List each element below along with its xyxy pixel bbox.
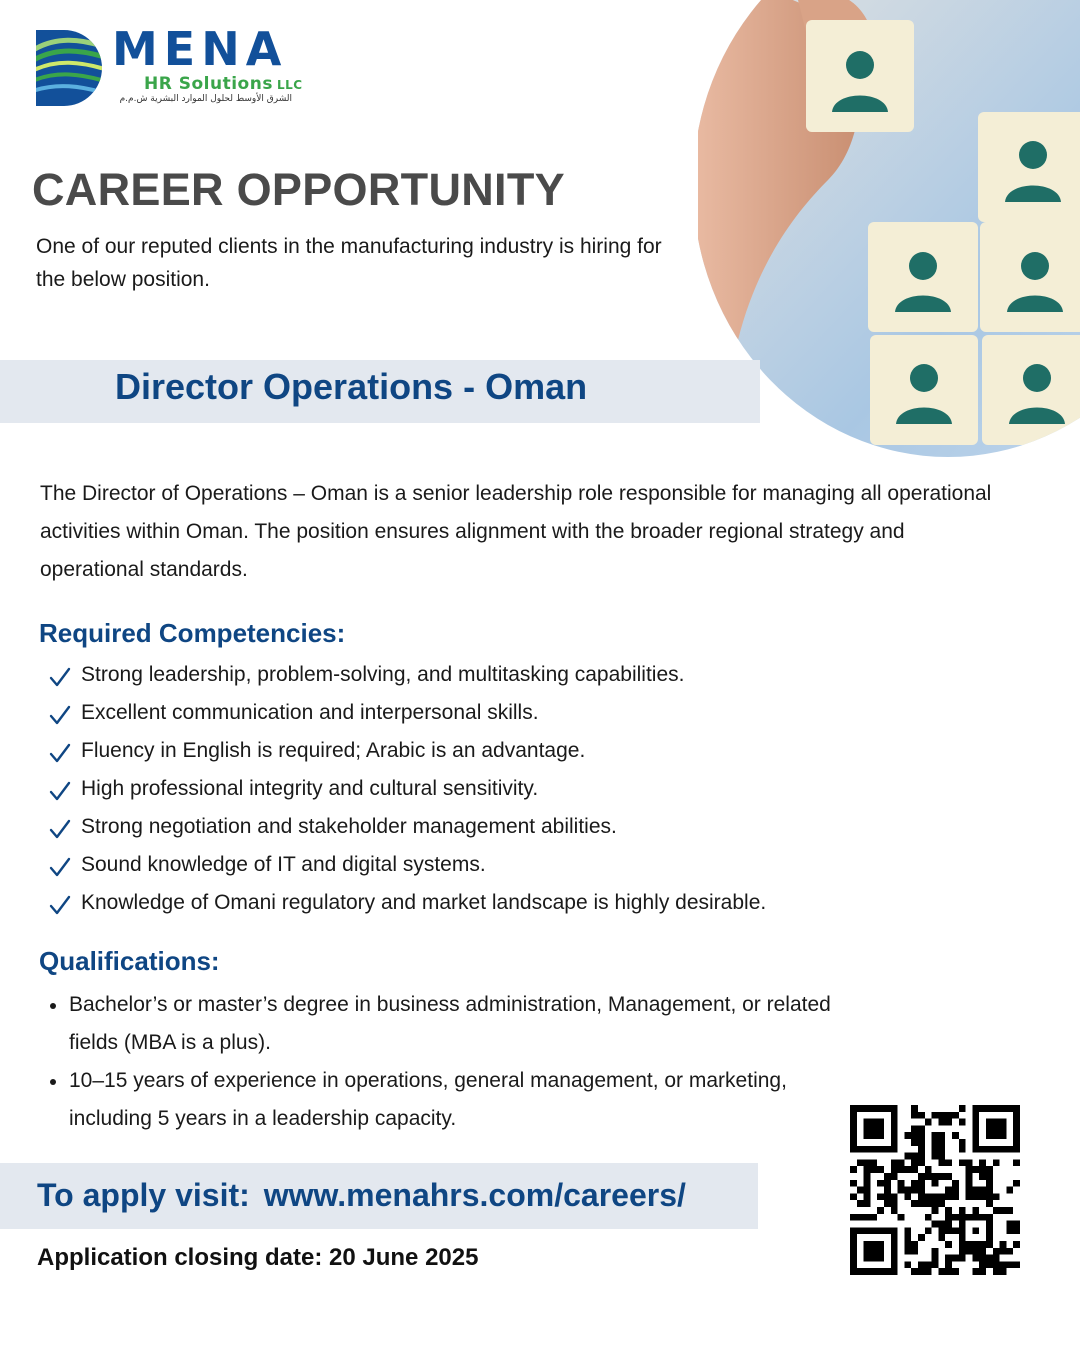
person-block-icon (978, 112, 1080, 222)
apply-label: To apply visit: (37, 1177, 250, 1213)
competency-item (46, 770, 946, 808)
bullet-dot-icon (50, 1079, 56, 1085)
person-block-icon (868, 222, 978, 332)
closing-date: Application closing date: 20 June 2025 (37, 1244, 479, 1271)
competency-item (46, 656, 946, 694)
competency-text: Strong leadership, problem-solving, and multitasking capabilities. (81, 663, 685, 686)
check-icon (49, 704, 71, 726)
qualification-text: 10–15 years of experience in operations, general management, or marketing, including 5 years in a leadership capacity. (69, 1069, 787, 1130)
role-title: Director Operations - Oman (115, 366, 588, 407)
careers-link[interactable]: www.menahrs.com/careers/ (263, 1177, 686, 1213)
company-logo (34, 22, 334, 116)
check-icon (49, 742, 71, 764)
competency-text: Fluency in English is required; Arabic is an advantage. (81, 739, 586, 762)
competency-item (46, 846, 946, 884)
logo-wordmark: MENA (112, 22, 288, 76)
qr-code-icon[interactable] (850, 1105, 1020, 1275)
logo-subtitle (144, 74, 303, 94)
qualification-text: Bachelor’s or master’s degree in business administration, Management, or related fields (MBA is a plus). (69, 993, 831, 1054)
person-block-icon (980, 222, 1080, 332)
check-icon (49, 856, 71, 878)
person-block-icon (870, 335, 978, 445)
qualifications-list (46, 986, 846, 1138)
logo-swoosh-icon (34, 28, 104, 108)
qualification-item (46, 1062, 846, 1138)
check-icon (49, 894, 71, 916)
check-icon (49, 818, 71, 840)
qualifications-heading: Qualifications: (39, 946, 220, 976)
competencies-list (46, 656, 946, 922)
apply-line (37, 1177, 686, 1214)
competency-item (46, 732, 946, 770)
logo-arabic-tagline: الشرق الأوسط لحلول الموارد البشرية ش.م.م (119, 94, 292, 104)
competencies-heading: Required Competencies: (39, 618, 346, 648)
competency-item (46, 808, 946, 846)
competency-text: Strong negotiation and stakeholder management abilities. (81, 815, 617, 838)
competency-item (46, 694, 946, 732)
competency-text: Sound knowledge of IT and digital systems. (81, 853, 486, 876)
competency-item (46, 884, 946, 922)
intro-text: One of our reputed clients in the manufacturing industry is hiring for the below position. (36, 235, 662, 291)
logo-subtitle-text: HR Solutions (144, 74, 273, 94)
logo-llc: LLC (276, 78, 303, 92)
competency-text: Excellent communication and interpersonal skills. (81, 701, 539, 724)
bullet-dot-icon (50, 1003, 56, 1009)
competency-text: High professional integrity and cultural sensitivity. (81, 777, 539, 800)
competency-text: Knowledge of Omani regulatory and market landscape is highly desirable. (81, 891, 767, 914)
person-block-icon (806, 20, 914, 132)
check-icon (49, 666, 71, 688)
person-block-icon (982, 335, 1080, 445)
qualification-item (46, 986, 846, 1062)
check-icon (49, 780, 71, 802)
role-summary: The Director of Operations – Oman is a senior leadership role responsible for managing all operational activities within Oman. The position ensures alignment with the broader regional strategy and operational standards. (40, 482, 992, 581)
page-title: CAREER OPPORTUNITY (32, 164, 565, 215)
